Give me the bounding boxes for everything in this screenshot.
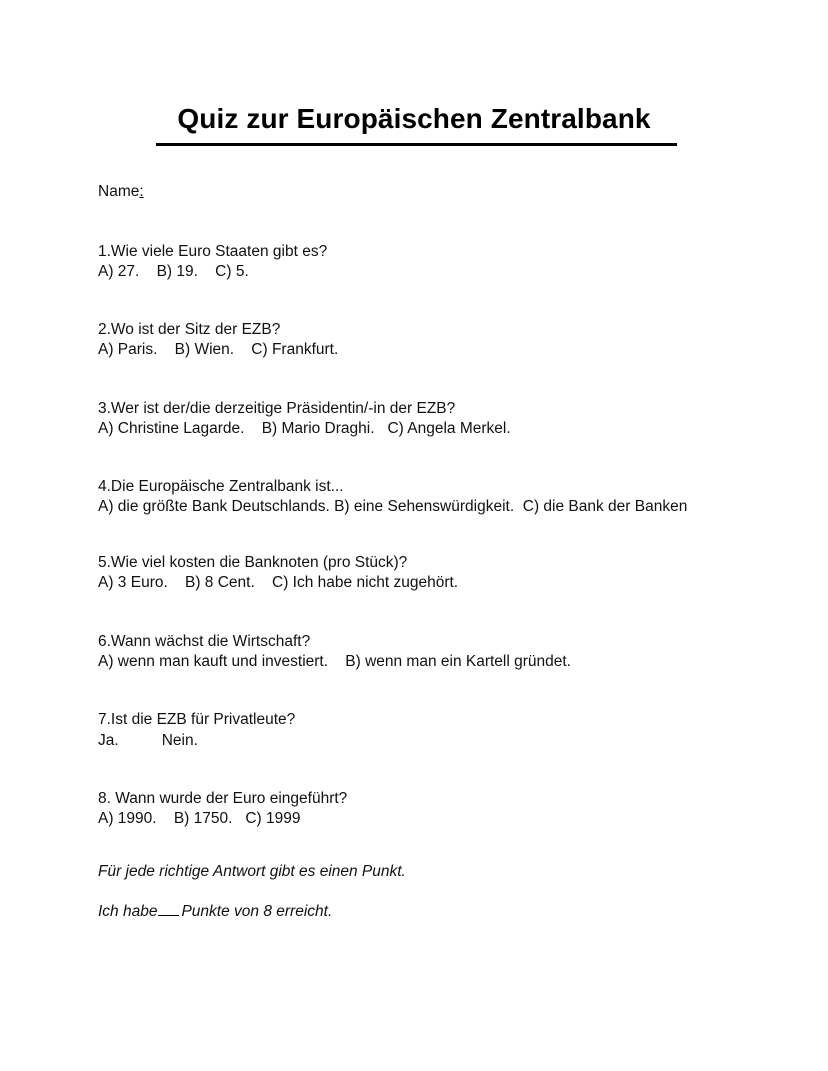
question-7: 7.Ist die EZB für Privatleute?	[98, 711, 296, 728]
score-line	[98, 902, 332, 921]
answers-4: A) die größte Bank Deutschlands. B) eine Sehenswürdigkeit. C) die Bank der Banken	[98, 498, 688, 515]
question-8: 8. Wann wurde der Euro eingeführt?	[98, 790, 348, 807]
question-6: 6.Wann wächst die Wirtschaft?	[98, 633, 311, 650]
question-2: 2.Wo ist der Sitz der EZB?	[98, 321, 281, 338]
question-4: 4.Die Europäische Zentralbank ist...	[98, 478, 344, 495]
score-prefix: Ich habe	[98, 903, 158, 920]
answers-5: A) 3 Euro. B) 8 Cent. C) Ich habe nicht zugehört.	[98, 574, 459, 591]
answers-2: A) Paris. B) Wien. C) Frankfurt.	[98, 341, 339, 358]
name-label: Name	[98, 183, 140, 200]
score-suffix: Punkte von 8 erreicht.	[181, 903, 333, 920]
answers-6: A) wenn man kauft und investiert. B) wenn man ein Kartell gründet.	[98, 653, 571, 670]
name-colon: :	[139, 183, 144, 200]
score-blank	[158, 902, 179, 916]
answers-8: A) 1990. B) 1750. C) 1999	[98, 810, 301, 827]
question-5: 5.Wie viel kosten die Banknoten (pro Stück)?	[98, 554, 408, 571]
question-1: 1.Wie viele Euro Staaten gibt es?	[98, 243, 328, 260]
page-title: Quiz zur Europäischen Zentralbank	[177, 103, 651, 134]
answers-7: Ja. Nein.	[98, 732, 198, 749]
answers-1: A) 27. B) 19. C) 5.	[98, 263, 249, 280]
question-3: 3.Wer ist der/die derzeitige Präsidentin/-in der EZB?	[98, 400, 456, 417]
answers-3: A) Christine Lagarde. B) Mario Draghi. C) Angela Merkel.	[98, 420, 511, 437]
title-underline	[156, 143, 677, 146]
name-field	[98, 182, 144, 201]
scoring-note: Für jede richtige Antwort gibt es einen Punkt.	[98, 863, 406, 880]
